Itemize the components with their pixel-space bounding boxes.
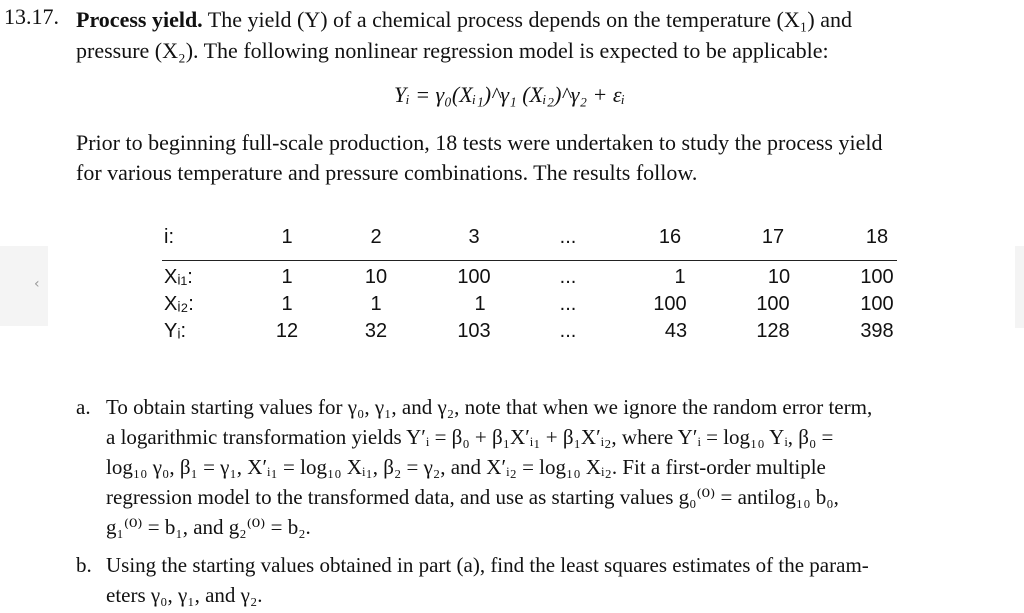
part-a-line-4: regression model to the transformed data, and use as starting values g₀⁽⁰⁾ = antilog₁₀ b₀, [106, 485, 839, 509]
table-cell-y: 398 [860, 320, 894, 342]
table-cell-x2: ... [559, 293, 577, 315]
intro-line-2: pressure (X₂). The following nonlinear regression model is expected to be applicable: [76, 38, 829, 63]
table-cell-x2: 100 [756, 293, 790, 315]
para-line-2: for various temperature and pressure combinations. The results follow. [76, 160, 698, 185]
table-cell-x2: 1 [281, 293, 293, 315]
row-label-x1: Xᵢ₁: [164, 266, 193, 288]
model-equation: Yᵢ = γ₀(Xᵢ₁)^γ₁ (Xᵢ₂)^γ₂ + εᵢ [394, 82, 626, 107]
part-a-line-3: log₁₀ γ₀, β₁ = γ₁, X′ᵢ₁ = log₁₀ Xᵢ₁, β₂ = γ₂, and X′ᵢ₂ = log₁₀ Xᵢ₂. Fit a first-order multiple [106, 455, 826, 479]
table-cell-y: 32 [364, 320, 388, 342]
part-a-line-5: g₁⁽⁰⁾ = b₁, and g₂⁽⁰⁾ = b₂. [106, 515, 311, 539]
problem-intro [76, 4, 852, 66]
part-a-label: a. [76, 395, 91, 419]
table-cell-y: 103 [457, 320, 491, 342]
table-cell-x1: 100 [860, 266, 894, 288]
table-header-cell: ... [559, 226, 577, 248]
part-a-line-1: To obtain starting values for γ₀, γ₁, and γ₂, note that when we ignore the random error term, [106, 395, 873, 419]
table-cell-x2: 1 [474, 293, 486, 315]
problem-number: 13.17. [4, 4, 59, 29]
table-cell-x1: ... [559, 266, 577, 288]
para-line-1: Prior to beginning full-scale production, 18 tests were undertaken to study the process yield [76, 130, 883, 155]
row-label-x2: Xᵢ₂: [164, 293, 194, 315]
table-cell-x1: 1 [281, 266, 293, 288]
row-label-i: i: [164, 226, 174, 248]
table-cell-x1: 1 [674, 266, 686, 288]
intro-line-1: The yield (Y) of a chemical process depends on the temperature (X₁) and [207, 7, 852, 32]
table-cell-x2: 100 [653, 293, 687, 315]
table-header-cell: 17 [761, 226, 785, 248]
table-cell-y: 43 [664, 320, 688, 342]
table-cell-x2: 1 [370, 293, 382, 315]
problem-title: Process yield. [76, 7, 203, 32]
table-cell-x1: 10 [364, 266, 388, 288]
table-cell-x1: 10 [767, 266, 791, 288]
row-label-y: Yᵢ: [164, 320, 187, 342]
part-b-line-1: Using the starting values obtained in part (a), find the least squares estimates of the param- [106, 553, 869, 577]
table-cell-y: 12 [275, 320, 299, 342]
chevron-left-icon[interactable]: ‹ [34, 276, 40, 292]
table-header-rule [162, 260, 897, 261]
table-header-cell: 16 [658, 226, 682, 248]
problem-paragraph [76, 128, 882, 188]
table-header-cell: 1 [281, 226, 293, 248]
table-header-cell: 3 [468, 226, 480, 248]
part-b-text [106, 550, 869, 610]
table-cell-x1: 100 [457, 266, 491, 288]
table-cell-y: ... [559, 320, 577, 342]
part-a-line-2: a logarithmic transformation yields Y′ᵢ = β₀ + β₁X′ᵢ₁ + β₁X′ᵢ₂, where Y′ᵢ = log₁₀ Yᵢ, β₀ = [106, 425, 834, 449]
table-cell-y: 128 [756, 320, 790, 342]
part-b-label: b. [76, 553, 92, 577]
next-page-tab[interactable] [1015, 246, 1024, 328]
part-b-line-2: eters γ₀, γ₁, and γ₂. [106, 583, 263, 607]
table-cell-x2: 100 [860, 293, 894, 315]
table-header-cell: 18 [865, 226, 889, 248]
previous-page-tab[interactable] [0, 246, 48, 326]
part-a-text [106, 392, 872, 542]
table-header-cell: 2 [370, 226, 382, 248]
